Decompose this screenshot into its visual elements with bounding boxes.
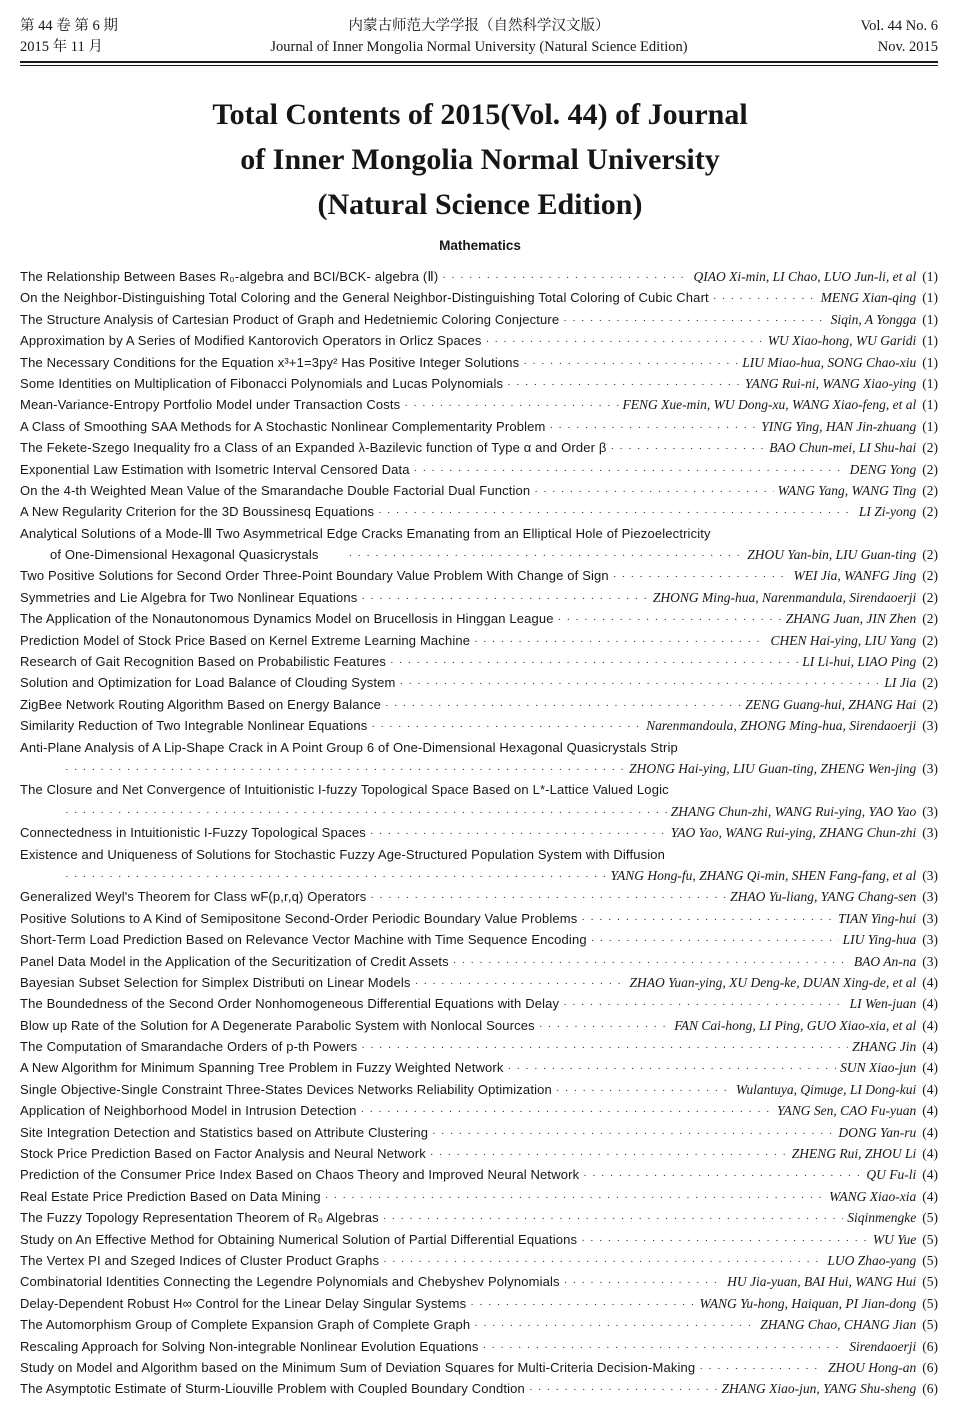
toc-entry xyxy=(20,1271,938,1292)
issue-number: (5) xyxy=(922,1231,938,1247)
toc-entry xyxy=(20,929,938,950)
article-authors: SUN Xiao-jun xyxy=(840,1060,917,1076)
toc-entry xyxy=(20,1079,938,1100)
toc-entry xyxy=(20,1207,938,1228)
toc-entry xyxy=(20,1036,938,1057)
leader-dots xyxy=(583,1166,862,1187)
toc-entry xyxy=(20,630,938,651)
article-title: Application of Neighborhood Model in Intrusion Detection xyxy=(20,1103,357,1119)
issue-number: (5) xyxy=(922,1252,938,1268)
volume-issue-en xyxy=(861,16,938,58)
article-title: On the 4-th Weighted Mean Value of the Smarandache Double Factorial Dual Function xyxy=(20,482,531,498)
header-rule-thick xyxy=(20,61,938,63)
article-authors: BAO An-na xyxy=(853,953,917,969)
leader-dots xyxy=(534,482,773,503)
issue-number: (1) xyxy=(922,397,938,413)
article-authors: ZHENG Rui, ZHOU Li xyxy=(791,1146,917,1162)
article-authors: YANG Hong-fu, ZHANG Qi-min, SHEN Fang-fang, et al xyxy=(610,867,917,883)
leader-dots xyxy=(610,439,765,460)
leader-dots xyxy=(549,418,757,439)
toc-entry xyxy=(20,1293,938,1314)
issue-number: (3) xyxy=(922,825,938,841)
toc-entry xyxy=(20,737,938,758)
article-title: The Vertex PI and Szeged Indices of Cluster Product Graphs xyxy=(20,1252,380,1268)
article-title: Research of Gait Recognition Based on Probabilistic Features xyxy=(20,654,386,670)
leader-dots xyxy=(385,696,741,717)
article-title: The Application of the Nonautonomous Dynamics Model on Brucellosis in Hinggan League xyxy=(20,611,554,627)
toc-entry xyxy=(20,373,938,394)
toc-entry xyxy=(20,1100,938,1121)
leader-dots xyxy=(486,332,764,353)
title-line-2: of Inner Mongolia Normal University xyxy=(240,143,720,176)
leader-dots xyxy=(390,653,798,674)
issue-number: (1) xyxy=(922,333,938,349)
toc-entry xyxy=(20,1229,938,1250)
issue-number: (2) xyxy=(922,440,938,456)
article-authors: TIAN Ying-hui xyxy=(838,910,917,926)
article-authors: ZHOU Yan-bin, LIU Guan-ting xyxy=(747,547,917,563)
issue-number: (2) xyxy=(922,568,938,584)
toc-entry xyxy=(20,287,938,308)
toc-entry xyxy=(20,886,938,907)
issue-number: (1) xyxy=(922,311,938,327)
toc-entry xyxy=(20,1250,938,1271)
issue-number: (2) xyxy=(922,675,938,691)
article-authors: ZHANG Chao, CHANG Jian xyxy=(760,1317,917,1333)
issue-number: (2) xyxy=(922,547,938,563)
leader-dots xyxy=(383,1209,844,1230)
issue-number: (4) xyxy=(922,1103,938,1119)
leader-dots xyxy=(508,1059,837,1080)
article-title: Study on Model and Algorithm based on the Minimum Sum of Deviation Squares for Multi-Criteria Decision-Making xyxy=(20,1359,696,1375)
toc-entry xyxy=(20,651,938,672)
contents-list xyxy=(20,266,938,1400)
leader-dots xyxy=(713,289,817,310)
toc-entry xyxy=(20,1336,938,1357)
leader-dots xyxy=(529,1380,718,1401)
article-title: ZigBee Network Routing Algorithm Based on Energy Balance xyxy=(20,696,382,712)
toc-entry xyxy=(20,758,938,779)
header-center-line2: Journal of Inner Mongolia Normal University (Natural Science Edition) xyxy=(270,39,688,55)
article-authors: Sirendaoerji xyxy=(849,1338,917,1354)
article-authors: ZHANG Chun-zhi, WANG Rui-ying, YAO Yao xyxy=(670,803,917,819)
toc-entry xyxy=(20,1015,938,1036)
article-authors: DENG Yong xyxy=(849,461,917,477)
leader-dots xyxy=(563,995,845,1016)
toc-entry xyxy=(20,1164,938,1185)
article-title: The Relationship Between Bases R₀-algebra and BCI/BCK- algebra (Ⅱ) xyxy=(20,269,439,284)
article-authors: ZHONG Ming-hua, Narenmandula, Sirendaoerji xyxy=(652,589,917,605)
toc-entry xyxy=(20,844,938,865)
issue-number: (4) xyxy=(922,996,938,1012)
leader-dots xyxy=(564,1273,723,1294)
article-title: The Closure and Net Convergence of Intuitionistic I-fuzzy Topological Space Based on L*-Lattice Valued Logic xyxy=(20,782,669,798)
leader-dots xyxy=(430,1145,788,1166)
article-title: Existence and Uniqueness of Solutions for Stochastic Fuzzy Age-Structured Population System with Diffusion xyxy=(20,846,666,862)
article-title: Some Identities on Multiplication of Fibonacci Polynomials and Lucas Polynomials xyxy=(20,375,504,391)
article-title: Prediction of the Consumer Price Index Based on Chaos Theory and Improved Neural Network xyxy=(20,1167,580,1183)
leader-dots xyxy=(361,589,649,610)
toc-entry xyxy=(20,565,938,586)
issue-number: (2) xyxy=(922,696,938,712)
issue-number: (3) xyxy=(922,718,938,734)
article-title: Generalized Weyl's Theorem for Class wF(p,r,q) Operators xyxy=(20,889,367,905)
article-title: Analytical Solutions of a Mode-Ⅲ Two Asymmetrical Edge Cracks Emanating from an Elliptical Hole of Piezoelectricity xyxy=(20,525,711,541)
issue-number: (3) xyxy=(922,889,938,905)
leader-dots xyxy=(361,1102,773,1123)
title-line-1: Total Contents of 2015(Vol. 44) of Journal xyxy=(212,98,748,131)
article-title: Bayesian Subset Selection for Simplex Distributi on Linear Models xyxy=(20,974,411,990)
issue-number: (1) xyxy=(922,269,938,284)
toc-entry xyxy=(20,459,938,480)
header-rule-thin xyxy=(20,65,938,66)
article-authors: MENG Xian-qing xyxy=(820,290,917,306)
article-title: Approximation by A Series of Modified Kantorovich Operators in Orlicz Spaces xyxy=(20,333,482,349)
article-authors: Wulantuya, Qimuge, LI Dong-kui xyxy=(735,1081,917,1097)
page-header xyxy=(20,16,938,60)
article-authors: FENG Xue-min, WU Dong-xu, WANG Xiao-feng, et al xyxy=(622,397,917,413)
article-title: Real Estate Price Prediction Based on Data Mining xyxy=(20,1188,321,1204)
leader-dots xyxy=(404,396,618,417)
toc-entry xyxy=(20,266,938,287)
article-authors: Siqinmengke xyxy=(847,1210,917,1226)
article-authors: HU Jia-yuan, BAI Hui, WANG Hui xyxy=(727,1274,917,1290)
leader-dots xyxy=(325,1188,825,1209)
article-title: Similarity Reduction of Two Integrable Nonlinear Equations xyxy=(20,718,368,734)
issue-number: (3) xyxy=(922,867,938,883)
toc-entry xyxy=(20,309,938,330)
toc-entry xyxy=(20,715,938,736)
issue-number: (3) xyxy=(922,910,938,926)
issue-number: (3) xyxy=(922,932,938,948)
issue-number: (1) xyxy=(922,354,938,370)
title-line-3: (Natural Science Edition) xyxy=(317,188,643,221)
page-title xyxy=(0,92,960,227)
toc-entry xyxy=(20,544,938,565)
article-title: The Fuzzy Topology Representation Theorem of R₀ Algebras xyxy=(20,1210,379,1226)
issue-number: (4) xyxy=(922,1146,938,1162)
issue-number: (3) xyxy=(922,760,938,776)
article-title: Site Integration Detection and Statistics based on Attribute Clustering xyxy=(20,1124,429,1140)
issue-number: (2) xyxy=(922,589,938,605)
toc-entry xyxy=(20,993,938,1014)
leader-dots xyxy=(378,503,855,524)
toc-entry xyxy=(20,1378,938,1399)
leader-dots xyxy=(442,268,689,289)
article-authors: ZHAO Yu-liang, YANG Chang-sen xyxy=(730,889,917,905)
toc-entry xyxy=(20,480,938,501)
header-left-line2: 2015 年 11 月 xyxy=(20,39,103,55)
article-authors: LI Jia xyxy=(884,675,917,691)
article-authors: WANG Yang, WANG Ting xyxy=(777,482,917,498)
article-authors: LI Wen-juan xyxy=(849,996,917,1012)
article-title: Study on An Effective Method for Obtaining Numerical Solution of Partial Differential Equations xyxy=(20,1231,578,1247)
article-title: The Boundedness of the Second Order Nonhomogeneous Differential Equations with Delay xyxy=(20,996,560,1012)
article-title: A New Regularity Criterion for the 3D Boussinesq Equations xyxy=(20,504,375,520)
issue-number: (1) xyxy=(922,418,938,434)
article-title: The Necessary Conditions for the Equation x³+1=3py² Has Positive Integer Solutions xyxy=(20,354,520,370)
article-authors: LIU Miao-hua, SONG Chao-xiu xyxy=(742,354,917,370)
toc-entry xyxy=(20,352,938,373)
issue-number: (2) xyxy=(922,504,938,520)
toc-entry xyxy=(20,501,938,522)
leader-dots xyxy=(470,1295,695,1316)
article-title: Mean-Variance-Entropy Portfolio Model under Transaction Costs xyxy=(20,397,401,413)
toc-entry xyxy=(20,951,938,972)
article-authors: YANG Sen, CAO Fu-yuan xyxy=(776,1103,917,1119)
issue-number: (2) xyxy=(922,482,938,498)
issue-number: (4) xyxy=(922,1017,938,1033)
leader-dots xyxy=(65,867,606,888)
toc-entry xyxy=(20,1143,938,1164)
article-title: Prediction Model of Stock Price Based on Kernel Extreme Learning Machine xyxy=(20,632,471,648)
header-right-line2: Nov. 2015 xyxy=(877,39,938,55)
leader-dots xyxy=(507,375,741,396)
article-title: A Class of Smoothing SAA Methods for A Stochastic Nonlinear Complementarity Problem xyxy=(20,418,546,434)
leader-dots xyxy=(383,1252,823,1273)
article-authors: WU Yue xyxy=(872,1231,917,1247)
article-authors: DONG Yan-ru xyxy=(838,1124,917,1140)
leader-dots xyxy=(613,567,790,588)
article-authors: FAN Cai-hong, LI Ping, GUO Xiao-xia, et al xyxy=(674,1017,917,1033)
leader-dots xyxy=(474,632,766,653)
toc-entry xyxy=(20,437,938,458)
leader-dots xyxy=(699,1359,824,1380)
article-authors: Siqin, A Yongga xyxy=(830,311,917,327)
toc-entry xyxy=(20,523,938,544)
leader-dots xyxy=(558,610,782,631)
issue-number: (4) xyxy=(922,1188,938,1204)
article-authors: WANG Yu-hong, Haiquan, PI Jian-dong xyxy=(699,1295,917,1311)
leader-dots xyxy=(453,953,850,974)
article-title: The Automorphism Group of Complete Expansion Graph of Complete Graph xyxy=(20,1317,471,1333)
article-authors: ZHANG Jin xyxy=(852,1039,917,1055)
article-authors: YAO Yao, WANG Rui-ying, ZHANG Chun-zhi xyxy=(670,825,917,841)
article-title: Panel Data Model in the Application of the Securitization of Credit Assets xyxy=(20,953,449,969)
issue-number: (3) xyxy=(922,953,938,969)
toc-entry xyxy=(20,779,938,800)
article-authors: YANG Rui-ni, WANG Xiao-ying xyxy=(744,375,917,391)
toc-entry xyxy=(20,908,938,929)
article-authors: WANG Xiao-xia xyxy=(829,1188,917,1204)
issue-number: (6) xyxy=(922,1381,938,1397)
leader-dots xyxy=(371,717,642,738)
article-title: Delay-Dependent Robust H∞ Control for the Linear Delay Singular Systems xyxy=(20,1295,467,1311)
toc-entry xyxy=(20,1122,938,1143)
article-title: A New Algorithm for Minimum Spanning Tree Problem in Fuzzy Weighted Network xyxy=(20,1060,504,1076)
toc-entry xyxy=(20,1314,938,1335)
issue-number: (5) xyxy=(922,1317,938,1333)
issue-number: (2) xyxy=(922,654,938,670)
issue-number: (4) xyxy=(922,1060,938,1076)
header-left-line1: 第 44 卷 第 6 期 xyxy=(20,18,118,34)
article-authors: ZHOU Hong-an xyxy=(828,1359,917,1375)
leader-dots xyxy=(581,1231,869,1252)
article-authors: ZHONG Hai-ying, LIU Guan-ting, ZHENG Wen-jing xyxy=(629,760,917,776)
issue-number: (4) xyxy=(922,1039,938,1055)
leader-dots xyxy=(65,803,667,824)
issue-number: (5) xyxy=(922,1295,938,1311)
leader-dots xyxy=(539,1017,670,1038)
leader-dots xyxy=(432,1124,834,1145)
toc-entry xyxy=(20,416,938,437)
toc-entry xyxy=(20,694,938,715)
article-title: Positive Solutions to A Kind of Semipositone Second-Order Periodic Boundary Value Problems xyxy=(20,910,578,926)
header-right-line1: Vol. 44 No. 6 xyxy=(860,18,938,34)
article-authors: YING Ying, HAN Jin-zhuang xyxy=(761,418,917,434)
toc-entry xyxy=(20,801,938,822)
leader-dots xyxy=(349,546,744,567)
leader-dots xyxy=(483,1338,846,1359)
leader-dots xyxy=(414,461,846,482)
article-title: of One-Dimensional Hexagonal Quasicrystals xyxy=(50,547,319,563)
toc-entry xyxy=(20,587,938,608)
leader-dots xyxy=(370,888,726,909)
article-title: On the Neighbor-Distinguishing Total Coloring and the General Neighbor-Distinguishing Total Coloring of Cubic Chart xyxy=(20,290,709,306)
leader-dots xyxy=(361,1038,848,1059)
leader-dots xyxy=(370,824,667,845)
article-title: Exponential Law Estimation with Isometric Interval Censored Data xyxy=(20,461,410,477)
issue-number: (2) xyxy=(922,632,938,648)
leader-dots xyxy=(563,311,826,332)
section-heading: Mathematics xyxy=(439,238,521,253)
article-authors: LIU Ying-hua xyxy=(842,932,917,948)
leader-dots xyxy=(65,760,625,781)
article-authors: QU Fu-li xyxy=(866,1167,917,1183)
article-authors: LI Zi-yong xyxy=(858,504,917,520)
toc-entry xyxy=(20,1357,938,1378)
leader-dots xyxy=(523,354,738,375)
toc-entry xyxy=(20,865,938,886)
issue-number: (5) xyxy=(922,1210,938,1226)
article-title: Symmetries and Lie Algebra for Two Nonlinear Equations xyxy=(20,589,358,605)
article-authors: Narenmandoula, ZHONG Ming-hua, Sirendaoerji xyxy=(646,718,917,734)
article-authors: QIAO Xi-min, LI Chao, LUO Jun-li, et al xyxy=(693,269,917,284)
toc-entry xyxy=(20,672,938,693)
issue-number: (6) xyxy=(922,1338,938,1354)
issue-number: (4) xyxy=(922,974,938,990)
issue-number: (2) xyxy=(922,461,938,477)
article-authors: ZHANG Juan, JIN Zhen xyxy=(785,611,917,627)
issue-number: (6) xyxy=(922,1359,938,1375)
issue-number: (5) xyxy=(922,1274,938,1290)
article-title: Single Objective-Single Constraint Three-States Devices Networks Reliability Optimization xyxy=(20,1081,552,1097)
leader-dots xyxy=(581,910,834,931)
article-title: The Structure Analysis of Cartesian Product of Graph and Hedetniemic Coloring Conjecture xyxy=(20,311,560,327)
toc-entry xyxy=(20,972,938,993)
article-authors: WEI Jia, WANFG Jing xyxy=(793,568,917,584)
article-title: Connectedness in Intuitionistic I-Fuzzy Topological Spaces xyxy=(20,825,366,841)
article-authors: LI Li-hui, LIAO Ping xyxy=(802,654,917,670)
article-title: Blow up Rate of the Solution for A Degenerate Parabolic System with Nonlocal Sources xyxy=(20,1017,535,1033)
article-authors: CHEN Hai-ying, LIU Yang xyxy=(770,632,917,648)
journal-name xyxy=(20,16,938,58)
article-title: Anti-Plane Analysis of A Lip-Shape Crack in A Point Group 6 of One-Dimensional Hexagonal Quasicrystals Strip xyxy=(20,739,678,755)
article-title: The Fekete-Szego Inequality fro a Class of an Expanded λ-Bazilevic function of Type α and Order β xyxy=(20,440,607,456)
issue-number: (2) xyxy=(922,611,938,627)
issue-number: (3) xyxy=(922,803,938,819)
article-title: The Asymptotic Estimate of Sturm-Liouville Problem with Coupled Boundary Condtion xyxy=(20,1381,525,1397)
article-title: Combinatorial Identities Connecting the Legendre Polynomials and Chebyshev Polynomials xyxy=(20,1274,560,1290)
article-title: The Computation of Smarandache Orders of p-th Powers xyxy=(20,1039,358,1055)
article-authors: ZHANG Xiao-jun, YANG Shu-sheng xyxy=(721,1381,917,1397)
issue-number: (4) xyxy=(922,1124,938,1140)
leader-dots xyxy=(474,1316,756,1337)
toc-entry xyxy=(20,1057,938,1078)
leader-dots xyxy=(556,1081,732,1102)
header-center-line1: 内蒙古师范大学学报（自然科学汉文版） xyxy=(348,18,610,34)
article-title: Short-Term Load Prediction Based on Relevance Vector Machine with Time Sequence Encoding xyxy=(20,932,587,948)
article-title: Stock Price Prediction Based on Factor Analysis and Neural Network xyxy=(20,1146,426,1162)
toc-entry xyxy=(20,330,938,351)
issue-number: (1) xyxy=(922,290,938,306)
article-authors: BAO Chun-mei, LI Shu-hai xyxy=(769,440,917,456)
article-authors: ZHAO Yuan-ying, XU Deng-ke, DUAN Xing-de, et al xyxy=(629,974,917,990)
article-title: Rescaling Approach for Solving Non-integrable Nonlinear Evolution Equations xyxy=(20,1338,479,1354)
leader-dots xyxy=(400,674,881,695)
issue-number: (4) xyxy=(922,1167,938,1183)
article-authors: ZENG Guang-hui, ZHANG Hai xyxy=(745,696,917,712)
article-title: Solution and Optimization for Load Balance of Clouding System xyxy=(20,675,396,691)
article-title: Two Positive Solutions for Second Order Three-Point Boundary Value Problem With Change of Sign xyxy=(20,568,609,584)
leader-dots xyxy=(415,974,626,995)
toc-entry xyxy=(20,608,938,629)
issue-number: (4) xyxy=(922,1081,938,1097)
toc-entry xyxy=(20,1186,938,1207)
toc-entry xyxy=(20,822,938,843)
leader-dots xyxy=(591,931,839,952)
article-authors: WU Xiao-hong, WU Garidi xyxy=(767,333,917,349)
toc-entry xyxy=(20,394,938,415)
issue-number: (1) xyxy=(922,375,938,391)
article-authors: LUO Zhao-yang xyxy=(827,1252,917,1268)
